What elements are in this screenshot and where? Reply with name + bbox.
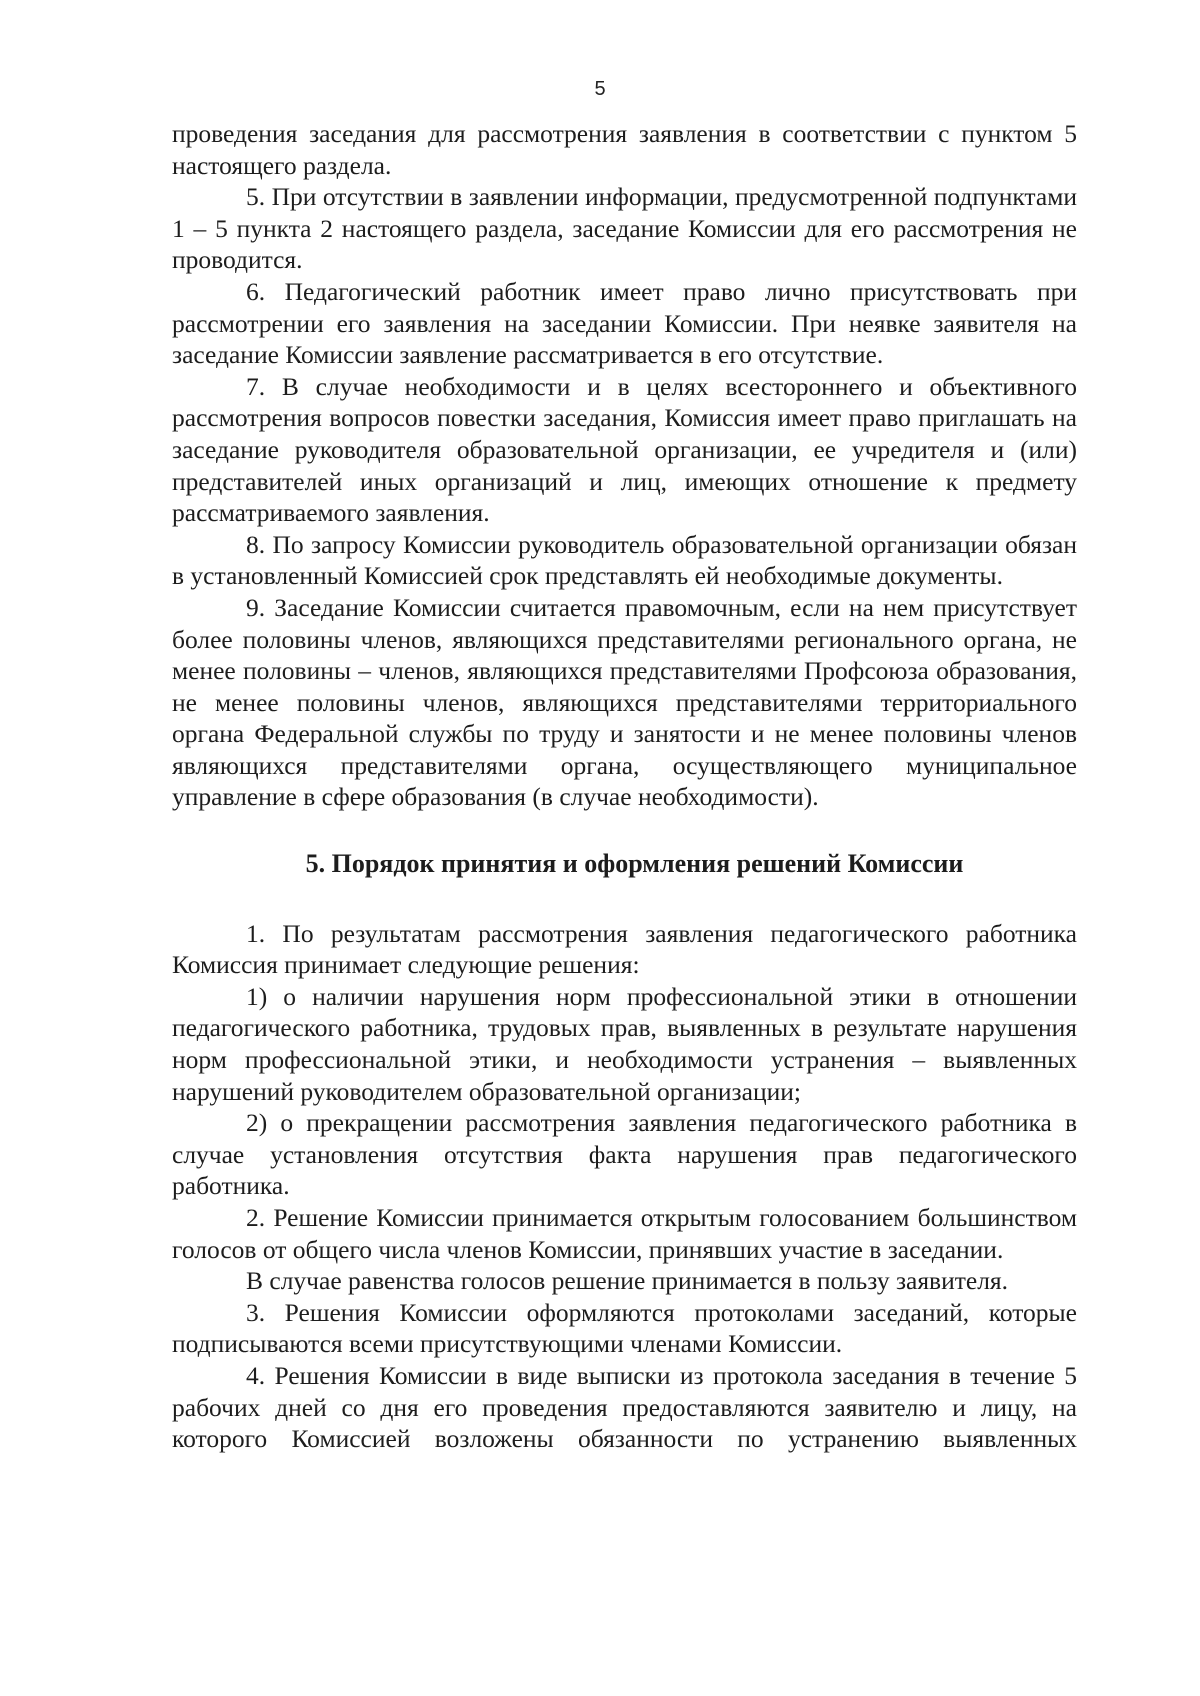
section-heading: 5. Порядок принятия и оформления решений Комиссии <box>305 849 964 879</box>
document-body <box>172 118 1077 1455</box>
paragraph-item-9: 9. Заседание Комиссии считается правомочным, если на нем присутствует более половины членов, являющихся представителями регионального органа, не менее половины – членов, являющихся представителями Профсоюза образования, не менее половины членов, являющихся представителями территориального органа Федеральной службы по труду и занятости и не менее половины членов являющихся представителями органа, осуществляющего муниципальное управление в сфере образования (в случае необходимости). <box>172 592 1077 812</box>
paragraph-decision-1: 1. По результатам рассмотрения заявления педагогического работника Комиссия принимает следующие решения: <box>172 918 1077 980</box>
paragraph-item-8: 8. По запросу Комиссии руководитель образовательной организации обязан в установленный Комиссией срок представлять ей необходимые документы. <box>172 529 1077 591</box>
paragraph-item-6: 6. Педагогический работник имеет право лично присутствовать при рассмотрении его заявления на заседании Комиссии. При неявке заявителя на заседание Комиссии заявление рассматривается в его отсутствие. <box>172 276 1077 370</box>
paragraph-subitem-1: 1) о наличии нарушения норм профессиональной этики в отношении педагогического работника, трудовых прав, выявленных в результате нарушения норм профессиональной этики, и необходимости устранения – выявленных нарушений руководителем образовательной организации; <box>172 981 1077 1106</box>
paragraph-continuation: проведения заседания для рассмотрения заявления в соответствии с пунктом 5 настоящего раздела. <box>172 119 1077 180</box>
paragraph-item-7: 7. В случае необходимости и в целях всестороннего и объективного рассмотрения вопросов повестки заседания, Комиссия имеет право приглашать на заседание руководителя образовательной организации, ее учредителя и (или) представителей иных организаций и лиц, имеющих отношение к предмету рассматриваемого заявления. <box>172 371 1077 528</box>
paragraph-tie-vote: В случае равенства голосов решение принимается в пользу заявителя. <box>246 1266 1009 1296</box>
paragraph-subitem-2: 2) о прекращении рассмотрения заявления педагогического работника в случае установления отсутствия факта нарушения прав педагогического работника. <box>172 1108 1077 1201</box>
paragraph-decision-3: 3. Решения Комиссии оформляются протоколами заседаний, которые подписываются всеми присутствующими членами Комиссии. <box>172 1297 1077 1359</box>
paragraph-decision-2: 2. Решение Комиссии принимается открытым голосованием большинством голосов от общего числа членов Комиссии, принявших участие в заседании. <box>172 1203 1077 1264</box>
paragraph-decision-4: 4. Решения Комиссии в виде выписки из протокола заседания в течение 5 рабочих дней со дня его проведения предоставляются заявителю и лицу, на которого Комиссией возложены обязанности по устранению выявленных <box>172 1360 1077 1454</box>
page-number: 5 <box>594 78 606 100</box>
paragraph-item-5: 5. При отсутствии в заявлении информации, предусмотренной подпунктами 1 – 5 пункта 2 настоящего раздела, заседание Комиссии для его рассмотрения не проводится. <box>172 182 1077 275</box>
